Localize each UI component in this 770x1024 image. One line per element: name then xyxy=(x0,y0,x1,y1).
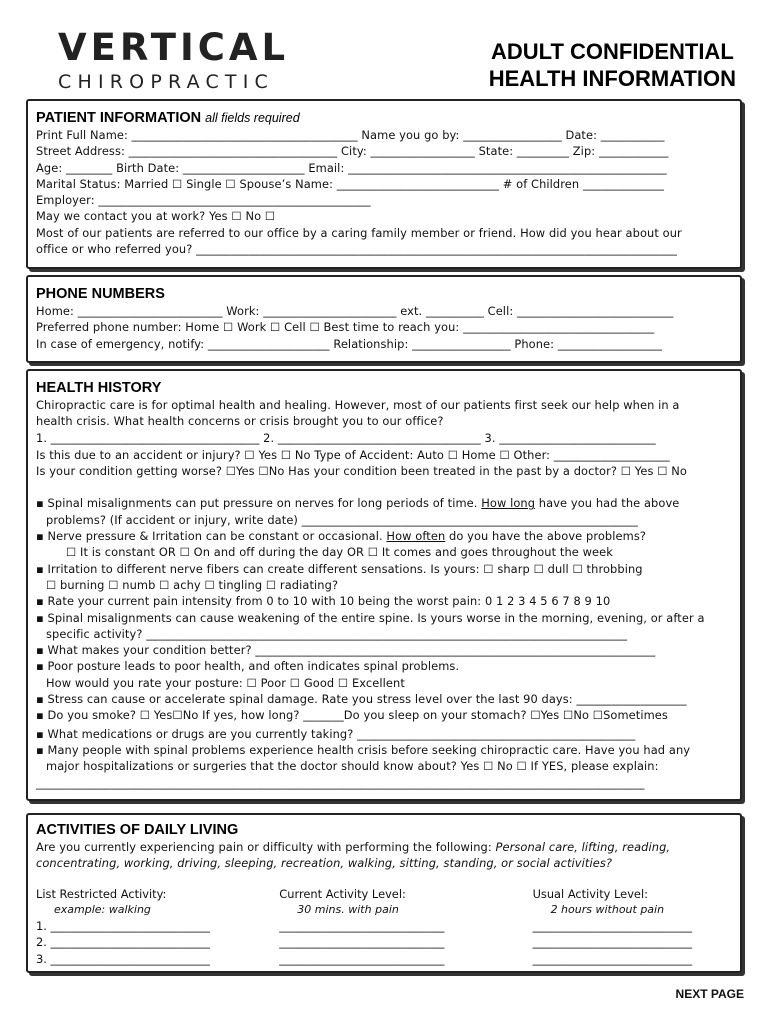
activity-row[interactable]: _____________________________ xyxy=(279,919,445,934)
phone-line[interactable]: Home: _________________________ Work: _______________________ ext. __________ Cell: ___________________________ xyxy=(36,304,674,318)
activity-row[interactable]: 1. ____________________________ xyxy=(36,919,210,934)
section-heading: PATIENT INFORMATION all fields required xyxy=(36,110,300,126)
column-header: Usual Activity Level: xyxy=(532,886,648,901)
health-history-section xyxy=(26,369,742,801)
required-note: all fields required xyxy=(205,111,300,125)
worse-time-answer[interactable]: specific activity? ___________________________________________________________________________________ xyxy=(46,626,628,641)
condition-better-line[interactable]: ▪ What makes your condition better? _____________________________________________________________________ xyxy=(36,643,656,658)
emergency-contact-line[interactable]: In case of emergency, notify: _____________________ Relationship: _________________ Phone: __________________ xyxy=(36,336,663,351)
column-header: Current Activity Level: xyxy=(279,886,406,901)
activity-row[interactable]: _____________________________ xyxy=(279,951,445,966)
how-often-question: ▪ Nerve pressure & Irritation can be constant or occasional. How often do you have the above problems? xyxy=(36,529,646,544)
how-long-answer[interactable]: problems? (If accident or injury, write date) __________________________________________________________ xyxy=(46,512,638,527)
logo-wordmark: VERTICAL xyxy=(58,26,290,69)
posture-rating[interactable]: How would you rate your posture: ☐ Poor ☐ Good ☐ Excellent xyxy=(46,675,405,690)
activity-row[interactable]: ____________________________ xyxy=(532,935,693,950)
usual-level-column xyxy=(533,886,732,967)
column-example: example: walking xyxy=(54,902,151,916)
referral-answer-line[interactable]: office or who referred you? ___________________________________________________________________________________ xyxy=(36,242,678,257)
sensation-question[interactable]: ▪ Irritation to different nerve fibers can create different sensations. Is yours: ☐ sharp ☐ dull ☐ throbbing xyxy=(36,561,643,576)
restricted-activity-column xyxy=(36,886,279,967)
section-heading: HEALTH HISTORY xyxy=(36,380,162,396)
health-intro-2: health crisis. What health concerns or crisis brought you to our office? xyxy=(36,414,444,429)
activity-table xyxy=(36,886,732,967)
marital-status-line[interactable]: Marital Status: Married ☐ Single ☐ Spouse’s Name: ____________________________ # of Children ______________ xyxy=(36,176,665,191)
column-header: List Restricted Activity: xyxy=(36,886,167,901)
adl-question-2: concentrating, working, driving, sleeping, recreation, walking, sitting, standing, or social activities? xyxy=(36,856,613,871)
logo-subtitle: CHIROPRACTIC xyxy=(58,71,275,93)
hospitalizations-question: ▪ Many people with spinal problems experience health crisis before seeking chiropractic care. Have you had any xyxy=(36,742,691,757)
activity-row[interactable]: 2. ____________________________ xyxy=(36,935,210,950)
activity-row[interactable]: ____________________________ xyxy=(532,919,693,934)
smoke-sleep-line[interactable]: ▪ Do you smoke? ☐ Yes☐No If yes, how long? _______Do you sleep on your stomach? ☐Yes ☐No ☐Sometimes xyxy=(36,708,668,723)
column-example: 30 mins. with pain xyxy=(297,902,399,916)
pain-intensity-scale[interactable]: ▪ Rate your current pain intensity from 0 to 10 with 10 being the worst pain: 0 1 2 3 4 5 6 7 8 9 10 xyxy=(36,594,611,609)
patient-information-section xyxy=(26,99,742,269)
preferred-phone-line[interactable]: Preferred phone number: Home ☐ Work ☐ Cell ☐ Best time to reach you: _________________________________ xyxy=(36,320,655,335)
hospitalizations-options[interactable]: major hospitalizations or surgeries that the doctor should know about? Yes ☐ No ☐ If YES, please explain: xyxy=(46,759,659,774)
referral-question: Most of our patients are referred to our office by a caring family member or friend. How did you hear about our xyxy=(36,225,682,240)
contact-at-work-line[interactable]: May we contact you at work? Yes ☐ No ☐ xyxy=(36,209,276,224)
posture-statement: ▪ Poor posture leads to poor health, and often indicates spinal problems. xyxy=(36,659,460,674)
hospitalizations-explain[interactable]: _________________________________________________________________________________________________________ xyxy=(36,775,645,790)
medications-line[interactable]: ▪ What medications or drugs are you currently taking? ________________________________________________ xyxy=(36,726,636,741)
full-name-line[interactable]: Print Full Name: _______________________________________ Name you go by: _________________ Date: ___________ xyxy=(36,128,665,142)
current-level-column xyxy=(279,886,532,967)
health-intro-1: Chiropractic care is for optimal health and healing. However, most of our patients first seek our help when in a xyxy=(36,398,680,412)
activity-row[interactable]: ____________________________ xyxy=(532,951,693,966)
health-concerns-line[interactable]: 1. ____________________________________ 2. ___________________________________ 3. ___________________________ xyxy=(36,430,656,445)
stress-level-line[interactable]: ▪ Stress can cause or accelerate spinal damage. Rate you stress level over the last 90 days: ___________________ xyxy=(36,692,687,707)
daily-living-section xyxy=(26,813,742,973)
column-example: 2 hours without pain xyxy=(550,902,665,916)
section-heading: PHONE NUMBERS xyxy=(36,286,165,302)
section-heading: ACTIVITIES OF DAILY LIVING xyxy=(36,822,239,838)
document-title xyxy=(489,38,736,92)
phone-numbers-section xyxy=(26,275,742,363)
next-page-label[interactable]: NEXT PAGE xyxy=(675,987,744,1001)
employer-line[interactable]: Employer: _______________________________________________ xyxy=(36,193,371,208)
how-long-question: ▪ Spinal misalignments can put pressure on nerves for long periods of time. How long have you had the above xyxy=(36,496,680,511)
sensation-options[interactable]: ☐ burning ☐ numb ☐ achy ☐ tingling ☐ radiating? xyxy=(46,577,339,592)
adl-question-1: Are you currently experiencing pain or difficulty with performing the following: Personal care, lifting, reading, xyxy=(36,840,671,854)
condition-worse-line[interactable]: Is your condition getting worse? ☐Yes ☐No Has your condition been treated in the past by a doctor? ☐ Yes ☐ No xyxy=(36,464,687,479)
activity-row[interactable]: _____________________________ xyxy=(279,935,445,950)
logo xyxy=(58,26,290,94)
activity-row[interactable]: 3. ____________________________ xyxy=(36,951,210,966)
title-line-1: ADULT CONFIDENTIAL xyxy=(490,39,734,64)
age-birth-email-line[interactable]: Age: ________ Birth Date: _____________________ Email: _______________________________________________________ xyxy=(36,160,667,175)
how-often-options[interactable]: ☐ It is constant OR ☐ On and off during the day OR ☐ It comes and goes throughout the week xyxy=(66,545,613,560)
title-line-2: HEALTH INFORMATION xyxy=(488,66,736,91)
worse-time-question: ▪ Spinal misalignments can cause weakening of the entire spine. Is yours worse in the morning, evening, or after a xyxy=(36,610,705,625)
address-line[interactable]: Street Address: ____________________________________ City: __________________ State: _________ Zip: ____________ xyxy=(36,144,669,159)
accident-line[interactable]: Is this due to an accident or injury? ☐ Yes ☐ No Type of Accident: Auto ☐ Home ☐ Other: ____________________ xyxy=(36,447,670,462)
